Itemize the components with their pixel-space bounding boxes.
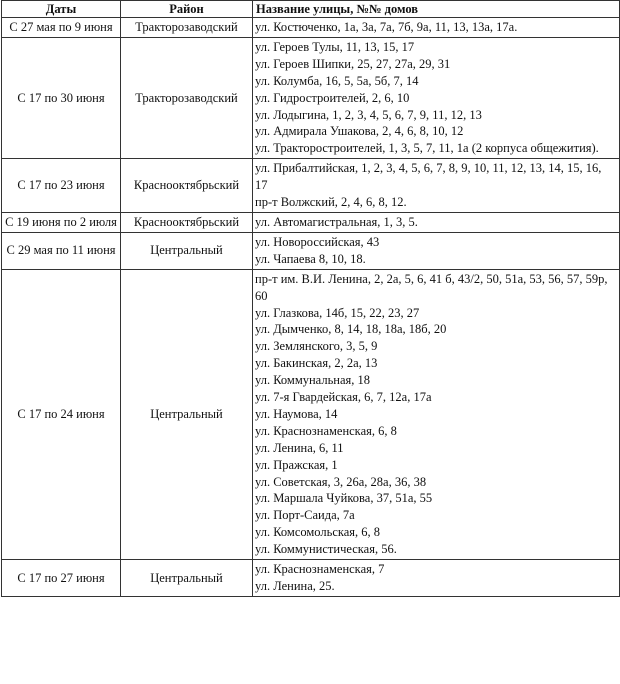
header-row [2, 1, 620, 18]
streets-cell [253, 37, 620, 158]
date-cell: С 17 по 27 июня [2, 560, 121, 597]
street-entry: ул. Глазкова, 14б, 15, 22, 23, 27 [255, 305, 420, 320]
street-entry: ул. Прибалтийская, 1, 2, 3, 4, 5, 6, 7, 8, 9, 10, 11, 12, 13, 14, 15, 16, 17 [255, 161, 602, 193]
street-entry: ул. Коммунальная, 18 [255, 373, 371, 388]
table-row [2, 37, 620, 158]
date-cell: С 27 мая по 9 июня [2, 18, 121, 38]
outage-schedule-table [1, 0, 620, 597]
street-entry: ул. Ленина, 25. [255, 579, 335, 593]
street-entry: ул. Чапаева 8, 10, 18. [255, 251, 366, 266]
header-dates: Даты [2, 1, 121, 18]
date-cell: С 29 мая по 11 июня [2, 232, 121, 269]
district-cell: Центральный [121, 232, 253, 269]
header-streets: Название улицы, №№ домов [253, 1, 620, 18]
street-entry: ул. Гидростроителей, 2, 6, 10 [255, 90, 410, 105]
table-row [2, 159, 620, 213]
street-entry: ул. Коммунистическая, 56. [255, 542, 397, 557]
streets-cell [253, 560, 620, 597]
district-cell: Центральный [121, 269, 253, 559]
street-entry: ул. Краснознаменская, 6, 8 [255, 423, 397, 438]
street-entry: ул. Костюченко, 1а, 3а, 7а, 7б, 9а, 11, 13, 13а, 17а. [255, 20, 518, 34]
street-entry: ул. 7-я Гвардейская, 6, 7, 12а, 17а [255, 390, 432, 405]
street-entry: ул. Героев Тулы, 11, 13, 15, 17 [255, 39, 415, 54]
street-entry: ул. Маршала Чуйкова, 37, 51а, 55 [255, 491, 433, 506]
date-cell: С 17 по 30 июня [2, 37, 121, 158]
district-cell: Краснооктябрьский [121, 159, 253, 213]
table-row [2, 560, 620, 597]
street-entry: пр-т им. В.И. Ленина, 2, 2а, 5, 6, 41 б, 43/2, 50, 51а, 53, 56, 57, 59р, 60 [255, 271, 608, 303]
table-row [2, 212, 620, 232]
district-cell: Тракторозаводский [121, 18, 253, 38]
street-entry: ул. Краснознаменская, 7 [255, 562, 385, 577]
date-cell: С 19 июня по 2 июля [2, 212, 121, 232]
table-row [2, 232, 620, 269]
street-entry: ул. Наумова, 14 [255, 406, 338, 421]
street-entry: ул. Лодыгина, 1, 2, 3, 4, 5, 6, 7, 9, 11, 12, 13 [255, 107, 482, 122]
street-entry: ул. Ленина, 6, 11 [255, 440, 344, 455]
district-cell: Краснооктябрьский [121, 212, 253, 232]
street-entry: ул. Тракторостроителей, 1, 3, 5, 7, 11, 1а (2 корпуса общежития). [255, 141, 599, 156]
district-cell: Центральный [121, 560, 253, 597]
table-row [2, 18, 620, 38]
streets-cell [253, 18, 620, 38]
street-entry: ул. Советская, 3, 26а, 28а, 36, 38 [255, 474, 427, 489]
streets-cell [253, 232, 620, 269]
street-entry: ул. Бакинская, 2, 2а, 13 [255, 356, 378, 371]
date-cell: С 17 по 23 июня [2, 159, 121, 213]
streets-cell [253, 269, 620, 559]
street-entry: ул. Дымченко, 8, 14, 18, 18а, 18б, 20 [255, 322, 447, 337]
street-entry: ул. Колумба, 16, 5, 5а, 5б, 7, 14 [255, 73, 419, 88]
street-entry: ул. Героев Шипки, 25, 27, 27а, 29, 31 [255, 56, 451, 71]
streets-cell [253, 159, 620, 213]
street-entry: ул. Новороссийская, 43 [255, 234, 380, 249]
street-entry: ул. Комсомольская, 6, 8 [255, 525, 381, 540]
street-entry: ул. Автомагистральная, 1, 3, 5. [255, 214, 418, 229]
street-entry: ул. Адмирала Ушакова, 2, 4, 6, 8, 10, 12 [255, 124, 464, 139]
header-district: Район [121, 1, 253, 18]
street-entry: ул. Порт-Саида, 7а [255, 508, 355, 523]
district-cell: Тракторозаводский [121, 37, 253, 158]
street-entry: пр-т Волжский, 2, 4, 6, 8, 12. [255, 195, 407, 210]
table-body [2, 18, 620, 597]
street-entry: ул. Землянского, 3, 5, 9 [255, 339, 378, 354]
table-row [2, 269, 620, 559]
street-entry: ул. Пражская, 1 [255, 457, 338, 472]
date-cell: С 17 по 24 июня [2, 269, 121, 559]
streets-cell [253, 212, 620, 232]
